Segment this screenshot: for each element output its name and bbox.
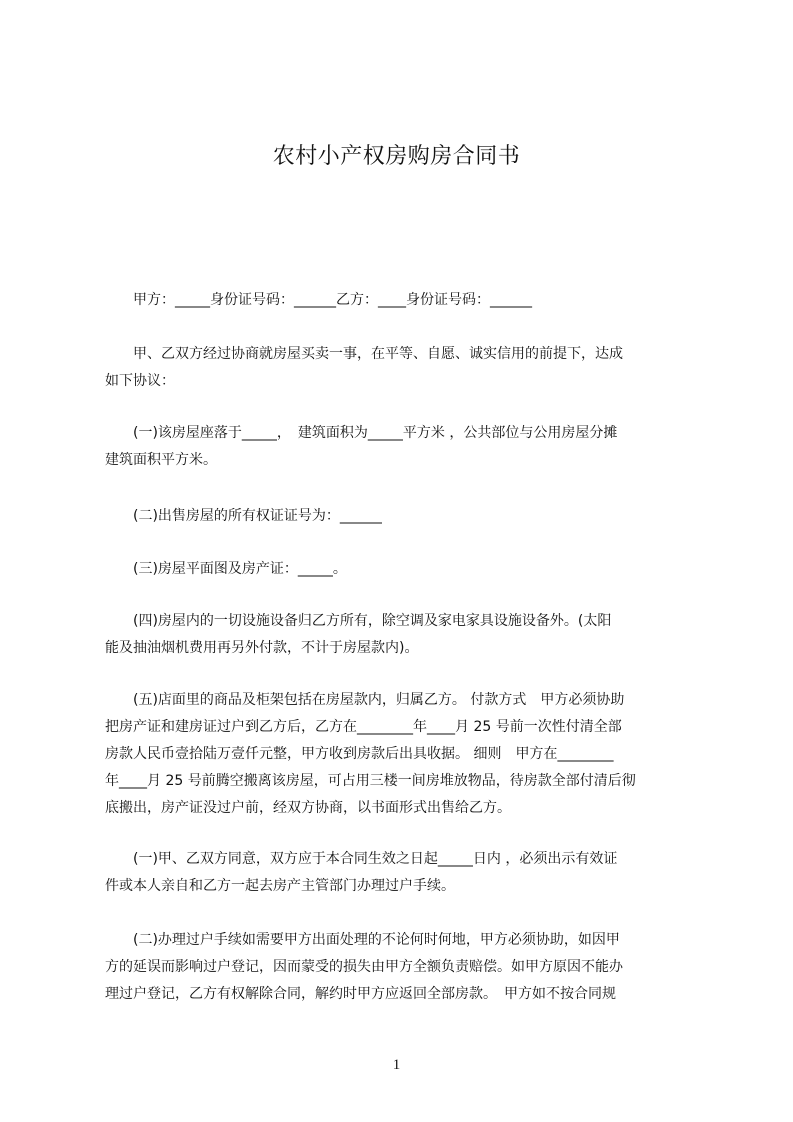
clause-5-paragraph [105, 687, 701, 822]
clause-1-paragraph [105, 420, 701, 474]
paragraph-line: 件或本人亲自和乙方一起去房产主管部门办理过户手续。 [105, 878, 455, 894]
page-number: 1 [392, 1057, 401, 1073]
paragraph-line: (四)房屋内的一切设施设备归乙方所有，除空调及家电家具设施设备外。(太阳 [105, 613, 612, 629]
paragraph-line: (二)出售房屋的所有权证证号为：______ [105, 508, 382, 524]
paragraph-line: (一)甲、乙双方同意，双方应于本合同生效之日起_____日内 ，必须出示有效证 [105, 851, 618, 867]
paragraph-line: 年____月 25 号前腾空搬离该房屋，可占用三楼一间房堆放物品，待房款全部付清后彻 [105, 773, 636, 789]
preamble-paragraph [105, 341, 701, 395]
paragraph-line: (一)该房屋座落于_____， 建筑面积为_____平方米 ，公共部位与公用房屋分摊 [105, 425, 618, 441]
transfer-clause-2-paragraph [105, 927, 701, 1008]
parties-paragraph [105, 287, 701, 314]
transfer-clause-1-paragraph [105, 846, 701, 900]
paragraph-line: 甲方：_____身份证号码：______乙方：____身份证号码：______ [105, 292, 532, 308]
clause-2-paragraph [105, 503, 701, 530]
paragraph-line: 底搬出，房产证没过户前，经双方协商，以书面形式出售给乙方。 [105, 800, 511, 816]
paragraph-line: 把房产证和建房证过户到乙方后，乙方在________年____月 25 号前一次性付清全部 [105, 719, 622, 735]
clause-4-paragraph [105, 608, 701, 662]
paragraph-line: (三)房屋平面图及房产证：_____。 [105, 561, 347, 577]
paragraph-line: (五)店面里的商品及柜架包括在房屋款内，归属乙方。 付款方式 甲方必须协助 [105, 692, 625, 708]
paragraph-line: 理过户登记，乙方有权解除合同，解约时甲方应返回全部房款。 甲方如不按合同规 [105, 986, 616, 1002]
paragraph-line: 建筑面积平方米。 [105, 452, 217, 468]
clause-3-paragraph [105, 556, 701, 583]
paragraph-line: 甲、乙双方经过协商就房屋买卖一事，在平等、自愿、诚实信用的前提下，达成 [105, 346, 623, 362]
paragraph-line: 方的延误而影响过户登记，因而蒙受的损失由甲方全额负责赔偿。如甲方原因不能办 [105, 959, 623, 975]
paragraph-line: 房款人民币壹拾陆万壹仟元整，甲方收到房款后出具收据。 细则 甲方在________ [105, 746, 614, 762]
paragraph-line: 如下协议： [105, 373, 175, 389]
paragraph-line: (二)办理过户手续如需要甲方出面处理的不论何时何地，甲方必须协助，如因甲 [105, 932, 620, 948]
paragraph-line: 能及抽油烟机费用再另外付款，不计于房屋款内)。 [105, 640, 419, 656]
document-title: 农村小产权房购房合同书 [272, 144, 521, 169]
